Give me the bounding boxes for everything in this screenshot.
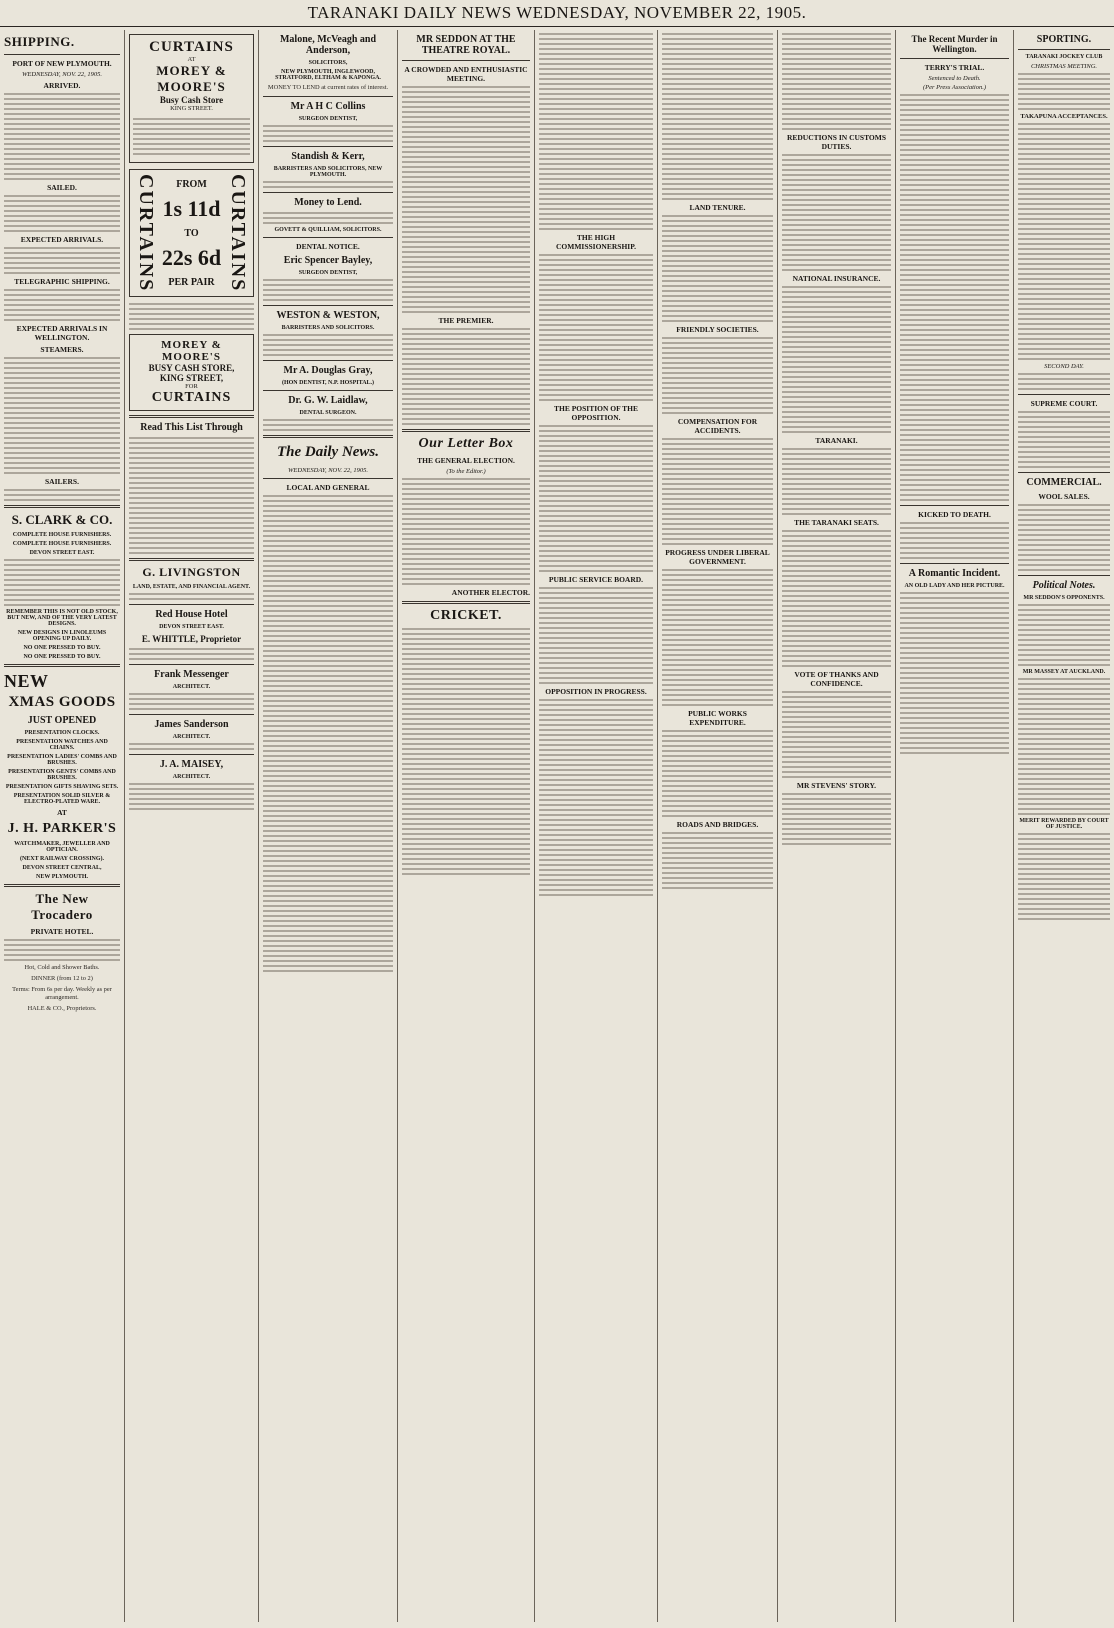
trocadero-line-1: Hot, Cold and Shower Baths. [24, 964, 100, 971]
frank-sub: ARCHITECT. [172, 684, 211, 691]
compensation-heading: COMPENSATION FOR ACCIDENTS. [677, 417, 758, 435]
laidlaw-sub: DENTAL SURGEON. [299, 410, 357, 417]
col9-text-d [1018, 411, 1110, 468]
port-heading: PORT OF NEW PLYMOUTH. [12, 59, 112, 68]
reductions-heading: REDUCTIONS IN CUSTOMS DUTIES. [786, 133, 887, 151]
col6-text-g [662, 832, 773, 889]
price-from: 1s 11d [162, 195, 221, 221]
gray-sub: (HON DENTIST, N.P. HOSPITAL.) [281, 380, 375, 387]
col9-text-c [1018, 373, 1110, 390]
telegraphic-heading: TELEGRAPHIC SHIPPING. [14, 277, 110, 286]
column-sporting [1014, 30, 1114, 1622]
presentation-2: PRESENTATION WATCHES AND CHAINS. [16, 739, 108, 751]
col5-text-b [539, 254, 653, 401]
to-word: TO [184, 227, 199, 239]
presentation-3: PRESENTATION LADIES' COMBS AND BRUSHES. [7, 754, 117, 766]
terrys-trial: TERRY'S TRIAL. [924, 63, 985, 72]
livingston-sub: LAND, ESTATE, AND FINANCIAL AGENT. [132, 584, 251, 591]
curtains-vertical-left: CURTAINS [135, 174, 157, 293]
presentation-4: PRESENTATION GENTS' COMBS AND BRUSHES. [8, 769, 116, 781]
col6-text-a [662, 33, 773, 200]
trocadero-text-block [4, 939, 120, 961]
trocadero-line-3: Terms: From 6s per day. Weekly as per arrangement. [12, 986, 112, 1002]
local-general-text [263, 495, 393, 972]
commercial-heading: COMMERCIAL. [1026, 477, 1102, 488]
curtains-heading: CURTAINS [149, 39, 234, 55]
bayley-name: Eric Spencer Bayley, [283, 255, 373, 267]
store-name-2: MOREY & MOORE'S [161, 339, 222, 364]
new-heading: NEW [4, 671, 49, 691]
curtains-ad-text [133, 118, 250, 155]
parker-line-1: WATCHMAKER, JEWELLER AND OPTICIAN. [14, 841, 110, 853]
col9-text-f [1018, 604, 1110, 666]
col9-text-a [1018, 73, 1110, 110]
wool-heading: WOOL SALES. [1038, 492, 1090, 501]
govett-line: GOVETT & QUILLIAM, SOLICITORS. [274, 227, 382, 234]
remember-line-4: NO ONE PRESSED TO BUY. [23, 654, 101, 660]
curtains-heading-2: CURTAINS [151, 390, 232, 406]
trocadero-heading: The New Trocadero [31, 891, 93, 922]
price-to: 22s 6d [161, 244, 222, 270]
col5-text-c [539, 425, 653, 572]
bayley-sub: SURGEON DENTIST, [298, 270, 358, 277]
curtains-ad [129, 34, 254, 163]
frank-text [129, 693, 254, 710]
parker-line-2: (NEXT RAILWAY CROSSING). [19, 856, 105, 862]
price-box [129, 169, 254, 297]
trocadero-line-2: DINNER (from 12 to 2) [31, 975, 93, 983]
for-word: FOR [185, 383, 198, 391]
sailers-heading: SAILERS. [45, 477, 79, 486]
col7-text-a [782, 33, 891, 130]
masthead: TARANAKI DAILY NEWS WEDNESDAY, NOVEMBER 22, 1905. [0, 0, 1114, 27]
col5-text-a [539, 33, 653, 230]
romantic-heading: A Romantic Incident. [908, 568, 1001, 579]
letter-box-heading: Our Letter Box [418, 436, 514, 451]
bayley-text [263, 279, 393, 301]
clark-text-block [4, 559, 120, 606]
seddon-article-text [402, 86, 530, 313]
column-finance [778, 30, 896, 1622]
massey-heading: MR MASSEY AT AUCKLAND. [1022, 669, 1106, 675]
laidlaw-text [263, 419, 393, 431]
store-street: KING STREET. [170, 105, 213, 112]
store-sub: Busy Cash Store [159, 95, 224, 105]
store-name: MOREY & MOORE'S [156, 63, 227, 94]
land-tenure-heading: LAND TENURE. [689, 203, 746, 212]
col6-text-b [662, 215, 773, 322]
collins-text [263, 125, 393, 142]
paper-title: The Daily News. [276, 444, 380, 461]
livingston-text [129, 593, 254, 600]
christmas-meeting: CHRISTMAS MEETING. [1030, 63, 1098, 70]
roads-heading: ROADS AND BRIDGES. [676, 820, 759, 829]
taranaki-heading: TARANAKI. [815, 436, 858, 445]
livingston-name: G. LIVINGSTON [142, 565, 241, 580]
col8-text-b [900, 522, 1009, 559]
national-insurance-heading: NATIONAL INSURANCE. [792, 274, 881, 283]
maisey-name: J. A. MAISEY, [159, 759, 224, 771]
clark-line-2: COMPLETE HOUSE FURNISHERS. [12, 541, 112, 547]
murder-heading: The Recent Murder in Wellington. [911, 34, 998, 54]
opposition-heading: OPPOSITION IN PROGRESS. [545, 687, 647, 696]
col9-text-h [1018, 833, 1110, 920]
from-word: FROM [176, 178, 207, 190]
presentation-6: PRESENTATION SOLID SILVER & ELECTRO-PLATED WARE. [13, 793, 111, 805]
progress-heading: PROGRESS UNDER LIBERAL GOVERNMENT. [665, 548, 770, 566]
steamers-text-block [4, 357, 120, 474]
xmas-heading: XMAS GOODS [8, 694, 116, 710]
presentation-1: PRESENTATION CLOCKS. [24, 730, 100, 736]
malone-places: NEW PLYMOUTH, INGLEWOOD, STRATFORD, ELTHAM & KAPONGA. [275, 69, 381, 81]
read-list-text [129, 437, 254, 554]
public-service-heading: PUBLIC SERVICE BOARD. [548, 575, 644, 584]
col7-text-b [782, 154, 891, 271]
curtains-ad-2 [129, 334, 254, 411]
collins-name: Mr A H C Collins [290, 101, 366, 113]
steamers-heading: STEAMERS. [40, 345, 84, 354]
standish-text [263, 181, 393, 188]
supreme-court-heading: SUPREME COURT. [1030, 399, 1098, 408]
column-policy [658, 30, 778, 1622]
col9-text-g [1018, 678, 1110, 815]
expected-text-block [4, 247, 120, 274]
read-list-heading: Read This List Through [140, 422, 243, 434]
merit-heading: MERIT REWARDED BY COURT OF JUSTICE. [1019, 818, 1109, 830]
weston-text [263, 334, 393, 356]
standish-name: Standish & Kerr, [291, 151, 365, 163]
col7-text-e [782, 530, 891, 667]
col8-text-a [900, 94, 1009, 501]
column-seddon-meeting [398, 30, 535, 1622]
expected-heading: EXPECTED ARRIVALS. [20, 235, 104, 244]
column-professional-cards [259, 30, 398, 1622]
sailed-text-block [4, 195, 120, 232]
col7-text-c [782, 286, 891, 433]
sanderson-sub: ARCHITECT. [172, 734, 211, 741]
malone-name: Malone, McVeagh and Anderson, [279, 34, 377, 56]
malone-sub: SOLICITORS, [308, 60, 348, 66]
curtains-ad-text-2 [129, 303, 254, 330]
arrived-text-block [4, 93, 120, 180]
weston-name: WESTON & WESTON, [276, 310, 380, 322]
curtains-vertical-right: CURTAINS [227, 174, 249, 293]
presentation-5: PRESENTATION GIFTS SHAVING SETS. [5, 784, 119, 790]
column-shipping [0, 30, 125, 1622]
at-word: AT [57, 808, 67, 817]
column-curtains-ads [125, 30, 259, 1622]
friendly-heading: FRIENDLY SOCIETIES. [676, 325, 759, 334]
sentenced-to-death: Sentenced to Death. [928, 75, 981, 82]
high-commissioner-heading: THE HIGH COMMISSIONERSHIP. [556, 233, 636, 251]
clark-line-3: DEVON STREET EAST. [29, 550, 95, 556]
sanderson-name: James Sanderson [154, 719, 229, 731]
col8-text-c [900, 592, 1009, 754]
col7-text-d [782, 448, 891, 515]
port-date: WEDNESDAY, NOV. 22, 1905. [22, 71, 102, 78]
second-day: SECOND DAY. [1044, 363, 1084, 370]
malone-money: MONEY TO LEND at current rates of interest. [267, 84, 389, 91]
local-general-heading: LOCAL AND GENERAL [286, 483, 370, 493]
trocadero-line-4: HALE & CO., Proprietors. [27, 1005, 97, 1013]
parker-line-3: DEVON STREET CENTRAL, [22, 865, 102, 871]
at-word: AT [187, 56, 196, 63]
sporting-heading: SPORTING. [1036, 34, 1092, 45]
political-heading: Political Notes. [1032, 580, 1096, 591]
standish-sub: BARRISTERS AND SOLICITORS, NEW PLYMOUTH. [273, 166, 383, 179]
store-street-2: KING STREET, [159, 373, 224, 384]
cricket-text [402, 628, 530, 875]
col9-text-b [1018, 123, 1110, 360]
stevens-heading: MR STEVENS' STORY. [796, 781, 877, 790]
expected-wellington-heading: EXPECTED ARRIVALS IN WELLINGTON. [16, 324, 108, 342]
sailers-text-block [4, 489, 120, 501]
weston-sub: BARRISTERS AND SOLICITORS. [281, 325, 375, 332]
another-elector: ANOTHER ELECTOR. [451, 588, 530, 597]
gray-name: Mr A. Douglas Gray, [283, 365, 373, 377]
seddon-opponents: MR SEDDON'S OPPONENTS. [1023, 595, 1105, 601]
paper-date: WEDNESDAY, NOV. 22, 1905. [288, 467, 368, 475]
premier-heading: THE PREMIER. [438, 316, 494, 325]
maisey-text [129, 783, 254, 810]
col6-text-c [662, 337, 773, 414]
store-sub-2: BUSY CASH STORE, [148, 363, 235, 374]
remember-line-2: NEW DESIGNS IN LINOLEUMS OPENING UP DAILY. [17, 630, 107, 642]
to-editor: (To the Editor.) [446, 468, 486, 475]
sanderson-text [129, 743, 254, 750]
parker-name: J. H. PARKER'S [7, 821, 117, 836]
money-to-lend-heading: Money to Lend. [294, 197, 362, 209]
red-house-heading: Red House Hotel [155, 609, 228, 621]
just-opened: JUST OPENED [27, 715, 97, 726]
remember-line-3: NO ONE PRESSED TO BUY. [23, 645, 101, 651]
whittle-proprietor: E. WHITTLE, Proprietor [141, 634, 242, 645]
telegraphic-text-block [4, 289, 120, 321]
clark-title: S. CLARK & CO. [11, 512, 113, 527]
romantic-sub: AN OLD LADY AND HER PICTURE. [904, 583, 1005, 589]
mr-seddon-heading: MR SEDDON AT THE THEATRE ROYAL. [416, 34, 516, 56]
red-house-text [129, 648, 254, 660]
col7-text-g [782, 793, 891, 845]
sailed-heading: SAILED. [47, 183, 77, 192]
premier-text [402, 328, 530, 425]
public-works-heading: PUBLIC WORKS EXPENDITURE. [688, 709, 747, 727]
taranaki-seats-heading: THE TARANAKI SEATS. [794, 518, 879, 527]
shipping-heading: SHIPPING. [4, 34, 75, 49]
takapuna-heading: TAKAPUNA ACCEPTANCES. [1020, 113, 1108, 120]
vote-thanks-heading: VOTE OF THANKS AND CONFIDENCE. [794, 670, 879, 688]
col6-text-f [662, 730, 773, 817]
col5-text-e [539, 699, 653, 896]
letter-text [402, 478, 530, 585]
trocadero-sub: PRIVATE HOTEL. [30, 927, 94, 936]
remember-line-1: REMEMBER THIS IS NOT OLD STOCK, BUT NEW, AND OF THE VERY LATEST DESIGNS. [6, 609, 118, 627]
col6-text-e [662, 569, 773, 706]
maisey-sub: ARCHITECT. [172, 774, 211, 781]
col7-text-f [782, 691, 891, 778]
col5-text-d [539, 587, 653, 684]
money-to-lend-text [263, 212, 393, 224]
column-news [896, 30, 1014, 1622]
crowded-heading: A CROWDED AND ENTHUSIASTIC MEETING. [404, 65, 528, 83]
position-heading: THE POSITION OF THE OPPOSITION. [554, 404, 638, 422]
col9-text-e [1018, 504, 1110, 571]
election-heading: THE GENERAL ELECTION. [417, 456, 515, 465]
arrived-heading: ARRIVED. [43, 81, 81, 90]
clark-line-1: COMPLETE HOUSE FURNISHERS. [12, 532, 112, 538]
laidlaw-name: Dr. G. W. Laidlaw, [288, 395, 368, 407]
red-house-sub: DEVON STREET EAST. [159, 624, 224, 631]
jockey-heading: TARANAKI JOCKEY CLUB [1025, 54, 1103, 60]
kicked-heading: KICKED TO DEATH. [918, 510, 991, 519]
parker-line-4: NEW PLYMOUTH. [35, 874, 88, 880]
dental-notice: DENTAL NOTICE. [296, 242, 360, 252]
collins-sub: SURGEON DENTIST, [298, 116, 358, 123]
per-pair: PER PAIR [168, 276, 215, 288]
press-association-1: (Per Press Association.) [922, 84, 986, 91]
column-seddon-continued [535, 30, 658, 1622]
col6-text-d [662, 438, 773, 545]
frank-name: Frank Messenger [154, 669, 229, 681]
cricket-heading: CRICKET. [430, 608, 502, 623]
